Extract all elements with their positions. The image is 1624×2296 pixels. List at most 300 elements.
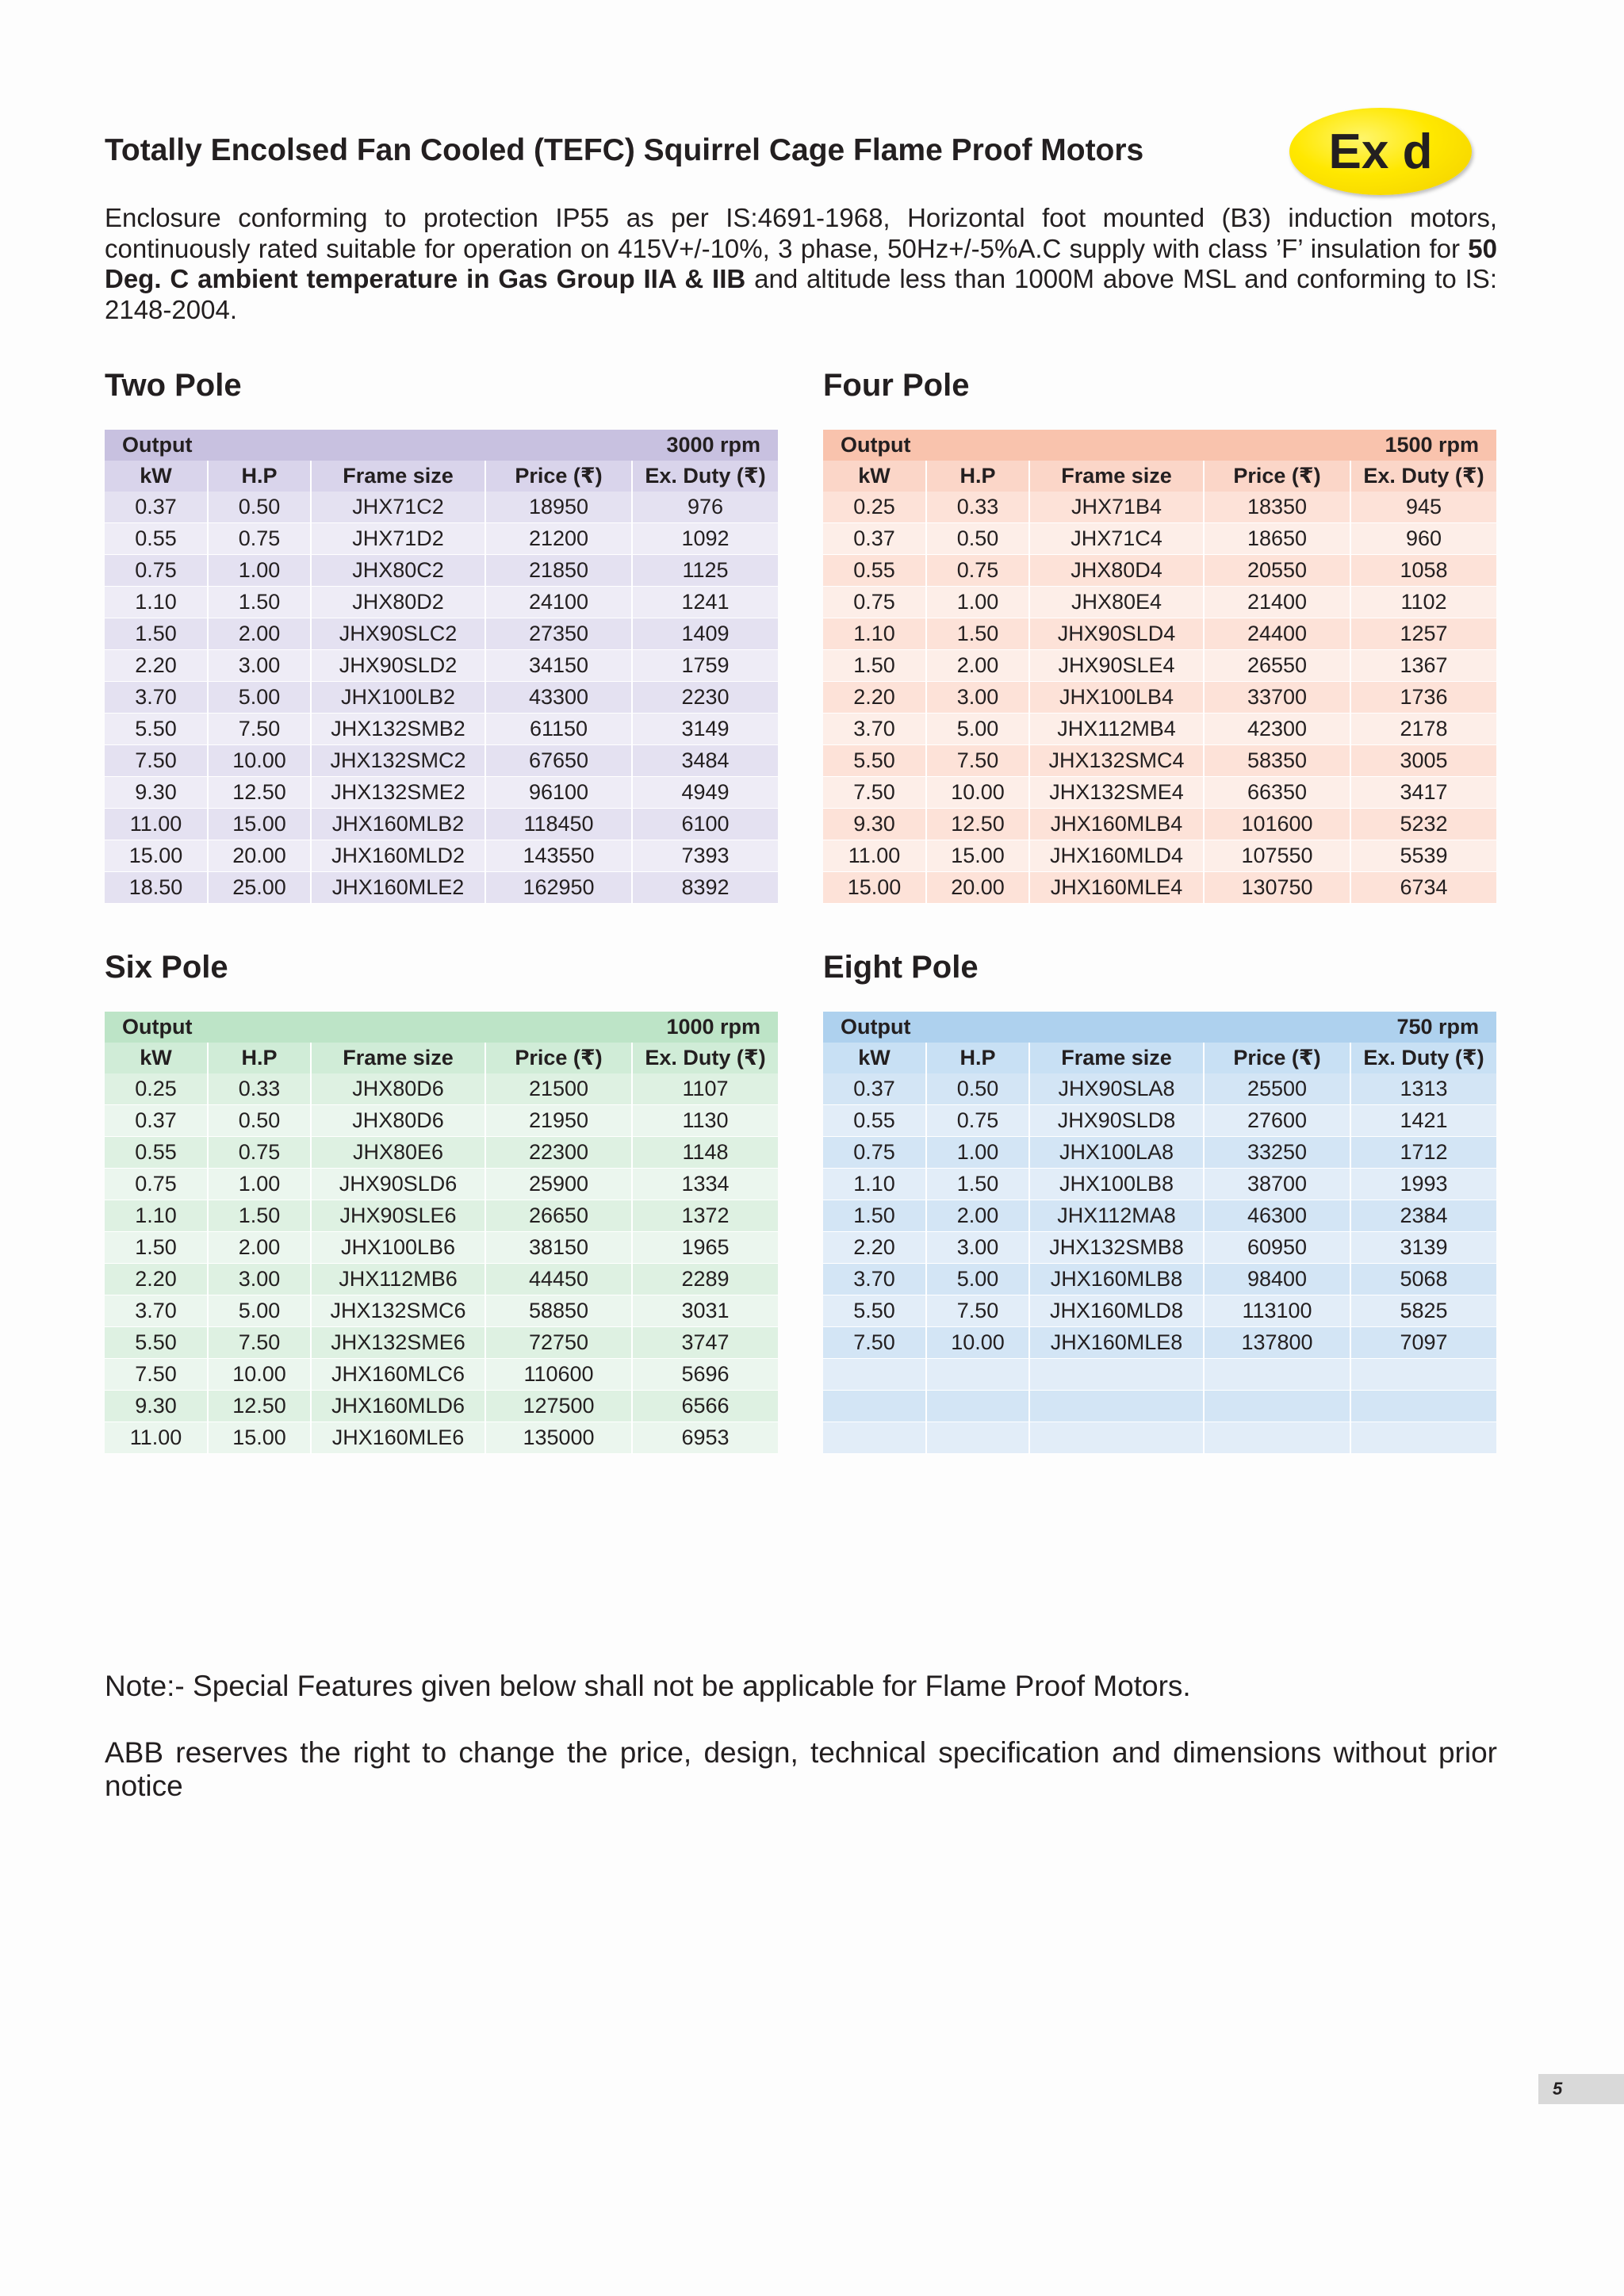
table-cell: JHX80D4 [1029, 555, 1204, 587]
table-cell: 5.50 [823, 1295, 926, 1327]
output-header-row [105, 430, 778, 461]
table-cell: 135000 [485, 1422, 632, 1454]
table-cell: 0.75 [208, 1137, 311, 1169]
table-cell: 0.75 [105, 555, 208, 587]
table-cell: 1.50 [823, 1200, 926, 1232]
table-cell: JHX132SMC2 [311, 745, 485, 777]
table-cell: 8392 [632, 872, 778, 904]
table-cell: 3.70 [823, 1264, 926, 1295]
table-cell: 0.37 [105, 1105, 208, 1137]
table-cell: JHX112MB6 [311, 1264, 485, 1295]
table-row [823, 555, 1496, 587]
table-cell: 3.00 [926, 1232, 1029, 1264]
intro-text-1: Enclosure conforming to protection IP55 as per IS:4691-1968, Horizontal foot mounted (B3) induction motors, continuously rated suitable for operation on 415V+/-10%, 3 phase, 50Hz+/-5%A.C supply with class ’F’ insulation for [105, 203, 1497, 263]
table-cell [1350, 1391, 1496, 1422]
table-cell: JHX71D2 [311, 523, 485, 555]
table-cell: 60950 [1204, 1232, 1350, 1264]
table-cell: 9.30 [105, 777, 208, 809]
column-header-row [823, 1043, 1496, 1073]
table-row [823, 1295, 1496, 1327]
rpm-label: 750 rpm [1204, 1012, 1496, 1043]
table-cell: JHX90SLD4 [1029, 618, 1204, 650]
table-cell: JHX132SMC4 [1029, 745, 1204, 777]
table-cell: 20.00 [208, 840, 311, 872]
table-cell: 1.00 [208, 1169, 311, 1200]
column-header: H.P [926, 1043, 1029, 1073]
table-cell: 2178 [1350, 714, 1496, 745]
table-cell: JHX160MLB4 [1029, 809, 1204, 840]
column-header-row [823, 461, 1496, 492]
column-header: kW [105, 461, 208, 492]
table-cell: 3417 [1350, 777, 1496, 809]
column-header: Ex. Duty (₹) [632, 1043, 778, 1073]
disclaimer-text: ABB reserves the right to change the price, design, technical specification and dimensions without prior notice [105, 1736, 1497, 1802]
table-cell: 2.20 [105, 650, 208, 682]
table-cell: JHX160MLC6 [311, 1359, 485, 1391]
ex-d-badge: Ex d [1289, 108, 1472, 195]
table-cell: 1372 [632, 1200, 778, 1232]
table-row [105, 1295, 778, 1327]
output-label: Output [823, 1012, 1204, 1043]
table-cell: 1241 [632, 587, 778, 618]
table-cell: 27600 [1204, 1105, 1350, 1137]
table-cell: 12.50 [208, 1391, 311, 1422]
table-cell: 118450 [485, 809, 632, 840]
table-cell: 7.50 [926, 745, 1029, 777]
table-cell: 9.30 [105, 1391, 208, 1422]
table-cell: 7.50 [208, 1327, 311, 1359]
table-cell: 1.50 [105, 1232, 208, 1264]
four-pole-title: Four Pole [823, 368, 970, 403]
table-cell [823, 1359, 926, 1391]
table-cell: 21200 [485, 523, 632, 555]
table-cell: JHX80C2 [311, 555, 485, 587]
table-cell: 38150 [485, 1232, 632, 1264]
table-row [105, 840, 778, 872]
table-cell: 101600 [1204, 809, 1350, 840]
table-row [105, 1422, 778, 1454]
table-cell: 0.25 [823, 492, 926, 523]
table-cell: 1759 [632, 650, 778, 682]
eight-pole-table [823, 1012, 1496, 1454]
table-cell: 18650 [1204, 523, 1350, 555]
table-row [105, 1232, 778, 1264]
table-cell: 0.75 [208, 523, 311, 555]
table-cell: 66350 [1204, 777, 1350, 809]
intro-paragraph [105, 203, 1497, 325]
table-cell [1029, 1359, 1204, 1391]
table-row [105, 745, 778, 777]
table-cell: 2.00 [926, 650, 1029, 682]
table-row [105, 682, 778, 714]
table-cell: 7.50 [926, 1295, 1029, 1327]
table-cell: 25.00 [208, 872, 311, 904]
table-cell: 5.50 [823, 745, 926, 777]
table-cell: 0.50 [208, 1105, 311, 1137]
table-cell: 26550 [1204, 650, 1350, 682]
table-row [823, 1232, 1496, 1264]
table-cell: 1313 [1350, 1073, 1496, 1105]
table-cell: 3031 [632, 1295, 778, 1327]
column-header: Frame size [1029, 1043, 1204, 1073]
table-cell: 24400 [1204, 618, 1350, 650]
table-cell: 1736 [1350, 682, 1496, 714]
table-cell: 5068 [1350, 1264, 1496, 1295]
six-pole-table [105, 1012, 778, 1454]
table-row [823, 587, 1496, 618]
table-cell [1204, 1422, 1350, 1454]
table-cell: 3149 [632, 714, 778, 745]
output-label: Output [823, 430, 1204, 461]
table-cell: JHX132SME6 [311, 1327, 485, 1359]
column-header: Frame size [311, 461, 485, 492]
column-header: Price (₹) [1204, 1043, 1350, 1073]
table-cell: 1367 [1350, 650, 1496, 682]
table-cell: 72750 [485, 1327, 632, 1359]
table-cell: 46300 [1204, 1200, 1350, 1232]
table-cell: JHX160MLE6 [311, 1422, 485, 1454]
table-cell: 15.00 [926, 840, 1029, 872]
table-cell: 18.50 [105, 872, 208, 904]
table-cell: 7393 [632, 840, 778, 872]
table-cell: 38700 [1204, 1169, 1350, 1200]
table-cell: JHX71C2 [311, 492, 485, 523]
table-cell: 20.00 [926, 872, 1029, 904]
table-cell: JHX100LA8 [1029, 1137, 1204, 1169]
output-label: Output [105, 1012, 485, 1043]
table-cell: 33700 [1204, 682, 1350, 714]
table-cell: JHX90SLD6 [311, 1169, 485, 1200]
table-cell: JHX80D6 [311, 1073, 485, 1105]
table-row [105, 555, 778, 587]
table-cell: 42300 [1204, 714, 1350, 745]
table-cell: 15.00 [208, 809, 311, 840]
table-cell: 0.75 [823, 587, 926, 618]
table-cell: JHX100LB4 [1029, 682, 1204, 714]
page-number: 5 [1538, 2074, 1624, 2104]
table-cell: 0.37 [105, 492, 208, 523]
table-cell: 3139 [1350, 1232, 1496, 1264]
table-cell [1350, 1359, 1496, 1391]
table-cell: 11.00 [823, 840, 926, 872]
table-row [105, 1359, 778, 1391]
column-header-row [105, 1043, 778, 1073]
table-cell: 18350 [1204, 492, 1350, 523]
table-cell: 0.75 [105, 1169, 208, 1200]
table-cell [1029, 1422, 1204, 1454]
table-row [105, 1073, 778, 1105]
table-cell: 27350 [485, 618, 632, 650]
table-cell: 143550 [485, 840, 632, 872]
table-cell: 33250 [1204, 1137, 1350, 1169]
column-header-row [105, 461, 778, 492]
table-cell: 1107 [632, 1073, 778, 1105]
output-header-row [823, 430, 1496, 461]
table-cell: 0.37 [823, 523, 926, 555]
table-cell: JHX90SLE6 [311, 1200, 485, 1232]
table-cell: 1130 [632, 1105, 778, 1137]
table-cell: 44450 [485, 1264, 632, 1295]
table-row [823, 618, 1496, 650]
table-cell: 5825 [1350, 1295, 1496, 1327]
table-row [823, 1359, 1496, 1391]
table-cell: 20550 [1204, 555, 1350, 587]
table-row [823, 523, 1496, 555]
table-cell: 1334 [632, 1169, 778, 1200]
table-cell: JHX71B4 [1029, 492, 1204, 523]
table-cell: 0.55 [823, 555, 926, 587]
table-cell: 15.00 [823, 872, 926, 904]
table-cell: 1712 [1350, 1137, 1496, 1169]
table-cell: 1058 [1350, 555, 1496, 587]
table-cell: 137800 [1204, 1327, 1350, 1359]
column-header: H.P [208, 1043, 311, 1073]
table-cell: 0.33 [926, 492, 1029, 523]
table-cell: 7.50 [823, 1327, 926, 1359]
table-row [823, 1137, 1496, 1169]
table-cell: 1102 [1350, 587, 1496, 618]
table-cell: 2.20 [105, 1264, 208, 1295]
table-cell: 25900 [485, 1169, 632, 1200]
table-cell: 5.00 [208, 682, 311, 714]
table-cell: JHX132SME4 [1029, 777, 1204, 809]
table-cell: 43300 [485, 682, 632, 714]
table-cell: JHX80D2 [311, 587, 485, 618]
table-cell: JHX90SLC2 [311, 618, 485, 650]
table-row [105, 650, 778, 682]
table-cell: JHX112MA8 [1029, 1200, 1204, 1232]
table-cell: JHX132SMC6 [311, 1295, 485, 1327]
table-row [105, 714, 778, 745]
table-cell: 0.50 [208, 492, 311, 523]
two-pole-title: Two Pole [105, 368, 242, 403]
table-cell: 2.00 [926, 1200, 1029, 1232]
table-cell: 12.50 [208, 777, 311, 809]
table-row [823, 809, 1496, 840]
table-cell: 61150 [485, 714, 632, 745]
table-row [823, 1422, 1496, 1454]
table-cell: 3.70 [823, 714, 926, 745]
column-header: Ex. Duty (₹) [1350, 461, 1496, 492]
table-cell: 1125 [632, 555, 778, 587]
table-row [823, 1169, 1496, 1200]
table-row [105, 1327, 778, 1359]
column-header: Frame size [311, 1043, 485, 1073]
table-cell: 5.50 [105, 1327, 208, 1359]
table-cell: 5696 [632, 1359, 778, 1391]
table-row [823, 872, 1496, 904]
table-row [105, 872, 778, 904]
table-row [105, 618, 778, 650]
table-cell: 34150 [485, 650, 632, 682]
table-cell: 2.00 [208, 618, 311, 650]
table-cell: 1993 [1350, 1169, 1496, 1200]
table-row [823, 682, 1496, 714]
table-cell: 3005 [1350, 745, 1496, 777]
table-cell: 1257 [1350, 618, 1496, 650]
table-cell: JHX100LB2 [311, 682, 485, 714]
column-header: kW [823, 461, 926, 492]
table-cell: JHX112MB4 [1029, 714, 1204, 745]
table-cell: 10.00 [926, 777, 1029, 809]
table-cell: JHX160MLD6 [311, 1391, 485, 1422]
table-cell: 21950 [485, 1105, 632, 1137]
table-row [823, 1073, 1496, 1105]
table-cell: JHX80D6 [311, 1105, 485, 1137]
table-cell: 3.00 [926, 682, 1029, 714]
table-cell: 0.55 [823, 1105, 926, 1137]
table-cell: 6953 [632, 1422, 778, 1454]
table-cell: 67650 [485, 745, 632, 777]
table-cell: 1409 [632, 618, 778, 650]
table-cell: 5.50 [105, 714, 208, 745]
table-cell: 130750 [1204, 872, 1350, 904]
rpm-label: 3000 rpm [485, 430, 778, 461]
table-cell: JHX100LB8 [1029, 1169, 1204, 1200]
table-cell: JHX80E4 [1029, 587, 1204, 618]
table-cell: 1.50 [926, 618, 1029, 650]
table-cell: 2384 [1350, 1200, 1496, 1232]
table-cell: JHX132SME2 [311, 777, 485, 809]
table-cell: 3.70 [105, 1295, 208, 1327]
table-cell [1204, 1359, 1350, 1391]
table-cell: 0.33 [208, 1073, 311, 1105]
table-cell: 162950 [485, 872, 632, 904]
table-cell: 10.00 [208, 1359, 311, 1391]
table-cell: JHX160MLD8 [1029, 1295, 1204, 1327]
table-cell: JHX160MLD2 [311, 840, 485, 872]
table-cell: 7.50 [208, 714, 311, 745]
rpm-label: 1000 rpm [485, 1012, 778, 1043]
table-cell: 21850 [485, 555, 632, 587]
table-cell: 1.50 [926, 1169, 1029, 1200]
table-row [823, 1391, 1496, 1422]
table-cell: 2.20 [823, 682, 926, 714]
table-cell: 2289 [632, 1264, 778, 1295]
table-cell: 3.70 [105, 682, 208, 714]
table-cell: 0.75 [926, 555, 1029, 587]
table-cell: 11.00 [105, 1422, 208, 1454]
table-cell: 12.50 [926, 809, 1029, 840]
table-cell: 15.00 [208, 1422, 311, 1454]
table-cell: 945 [1350, 492, 1496, 523]
table-cell: 98400 [1204, 1264, 1350, 1295]
table-cell: JHX160MLB2 [311, 809, 485, 840]
table-cell: 58350 [1204, 745, 1350, 777]
table-cell: 25500 [1204, 1073, 1350, 1105]
note-text: Note:- Special Features given below shall not be applicable for Flame Proof Motors. [105, 1670, 1191, 1702]
table-cell: 5.00 [208, 1295, 311, 1327]
table-row [823, 1105, 1496, 1137]
table-cell: JHX90SLD8 [1029, 1105, 1204, 1137]
table-row [823, 1327, 1496, 1359]
table-cell: 18950 [485, 492, 632, 523]
table-cell [823, 1391, 926, 1422]
table-cell: 0.37 [823, 1073, 926, 1105]
table-cell: 96100 [485, 777, 632, 809]
table-cell: 1.50 [208, 1200, 311, 1232]
table-cell: 1.00 [208, 555, 311, 587]
table-row [823, 777, 1496, 809]
table-cell: 7.50 [105, 1359, 208, 1391]
column-header: Price (₹) [485, 461, 632, 492]
table-cell: 107550 [1204, 840, 1350, 872]
table-row [823, 1200, 1496, 1232]
table-cell: 3.00 [208, 650, 311, 682]
table-cell [926, 1391, 1029, 1422]
table-row [105, 1391, 778, 1422]
table-cell: 113100 [1204, 1295, 1350, 1327]
table-cell: 21400 [1204, 587, 1350, 618]
table-cell: 1.10 [823, 1169, 926, 1200]
intro-text-bold: 50 Deg. C ambient temperature in Gas Group IIA & IIB [105, 233, 1497, 293]
table-cell: 6734 [1350, 872, 1496, 904]
table-cell [1350, 1422, 1496, 1454]
table-cell: JHX132SMB2 [311, 714, 485, 745]
table-cell: JHX160MLB8 [1029, 1264, 1204, 1295]
two-pole-table [105, 430, 778, 904]
table-cell: 5232 [1350, 809, 1496, 840]
column-header: kW [823, 1043, 926, 1073]
table-cell: JHX160MLE4 [1029, 872, 1204, 904]
table-cell: 1.50 [105, 618, 208, 650]
table-cell: 1148 [632, 1137, 778, 1169]
table-cell: 2.00 [208, 1232, 311, 1264]
table-cell: JHX132SMB8 [1029, 1232, 1204, 1264]
column-header: Price (₹) [1204, 461, 1350, 492]
four-pole-table [823, 430, 1496, 904]
table-cell: 2.20 [823, 1232, 926, 1264]
table-cell: 0.55 [105, 1137, 208, 1169]
table-cell: 5.00 [926, 714, 1029, 745]
table-cell: JHX71C4 [1029, 523, 1204, 555]
table-cell: 976 [632, 492, 778, 523]
table-cell: 6100 [632, 809, 778, 840]
table-cell: 1421 [1350, 1105, 1496, 1137]
table-cell: 1092 [632, 523, 778, 555]
table-cell: 10.00 [208, 745, 311, 777]
table-row [823, 745, 1496, 777]
table-cell: 3747 [632, 1327, 778, 1359]
table-cell: 7.50 [823, 777, 926, 809]
table-cell [926, 1422, 1029, 1454]
table-cell: 10.00 [926, 1327, 1029, 1359]
eight-pole-title: Eight Pole [823, 950, 979, 985]
page-title: Totally Encolsed Fan Cooled (TEFC) Squirrel Cage Flame Proof Motors [105, 133, 1144, 167]
table-cell: 9.30 [823, 809, 926, 840]
table-cell [926, 1359, 1029, 1391]
table-row [105, 1169, 778, 1200]
column-header: H.P [208, 461, 311, 492]
table-cell: JHX160MLD4 [1029, 840, 1204, 872]
table-cell: 1.50 [208, 587, 311, 618]
table-cell: 3484 [632, 745, 778, 777]
table-cell: 0.50 [926, 523, 1029, 555]
intro-text-2: and altitude less than 1000M above MSL and conforming to IS: 2148-2004. [105, 264, 1497, 324]
table-cell: JHX90SLA8 [1029, 1073, 1204, 1105]
table-cell: 4949 [632, 777, 778, 809]
table-cell: JHX90SLE4 [1029, 650, 1204, 682]
table-cell: 1965 [632, 1232, 778, 1264]
table-row [105, 809, 778, 840]
table-cell [1029, 1391, 1204, 1422]
six-pole-title: Six Pole [105, 950, 228, 985]
table-cell: 6566 [632, 1391, 778, 1422]
output-label: Output [105, 430, 485, 461]
table-cell: 2230 [632, 682, 778, 714]
table-row [105, 1200, 778, 1232]
table-row [823, 714, 1496, 745]
